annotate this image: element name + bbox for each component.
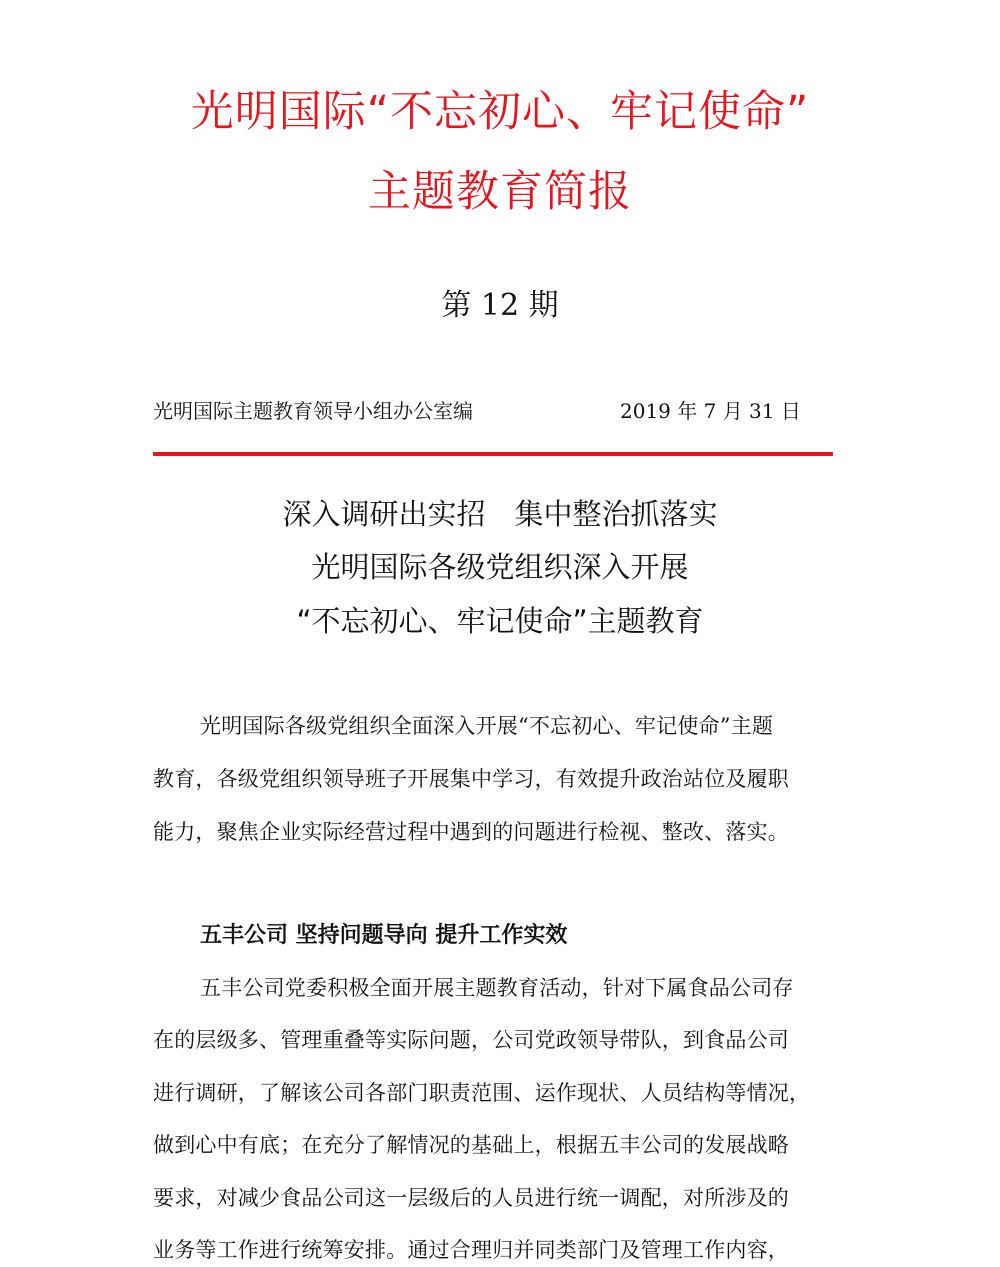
red-divider-rule	[153, 452, 833, 456]
section-paragraph-line: 进行调研，了解该公司各部门职责范围、运作现状、人员结构等情况，	[153, 1081, 811, 1105]
headline-line2: 光明国际各级党组织深入开展	[311, 550, 689, 584]
masthead-title-line2: 主题教育简报	[368, 167, 632, 217]
section-paragraph-line: 业务等工作进行统筹安排。通过合理归并同类部门及管理工作内容，	[153, 1238, 789, 1262]
intro-paragraph-line: 光明国际各级党组织全面深入开展“不忘初心、牢记使命”主题	[200, 714, 774, 738]
headline-line1: 深入调研出实招 集中整治抓落实	[282, 497, 718, 531]
intro-paragraph-line: 教育，各级党组织领导班子开展集中学习，有效提升政治站位及履职	[153, 767, 789, 791]
masthead-title-line1: 光明国际“不忘初心、牢记使命”	[190, 87, 810, 137]
section-paragraph-line: 五丰公司党委积极全面开展主题教育活动，针对下属食品公司存	[200, 976, 794, 1000]
intro-paragraph-line: 能力，聚焦企业实际经营过程中遇到的问题进行检视、整改、落实。	[153, 820, 789, 844]
section-paragraph-line: 在的层级多、管理重叠等实际问题，公司党政领导带队，到食品公司	[153, 1028, 789, 1052]
section-heading: 五丰公司 坚持问题导向 提升工作实效	[200, 923, 568, 948]
section-paragraph-line: 做到心中有底；在充分了解情况的基础上，根据五丰公司的发展战略	[153, 1133, 789, 1157]
section-paragraph-line: 要求，对减少食品公司这一层级后的人员进行统一调配，对所涉及的	[153, 1186, 789, 1210]
publisher: 光明国际主题教育领导小组办公室编	[153, 399, 473, 423]
issue-number: 第 12 期	[441, 288, 559, 323]
publish-date: 2019 年 7 月 31 日	[620, 399, 801, 423]
headline-line3: “不忘初心、牢记使命”主题教育	[296, 604, 704, 638]
